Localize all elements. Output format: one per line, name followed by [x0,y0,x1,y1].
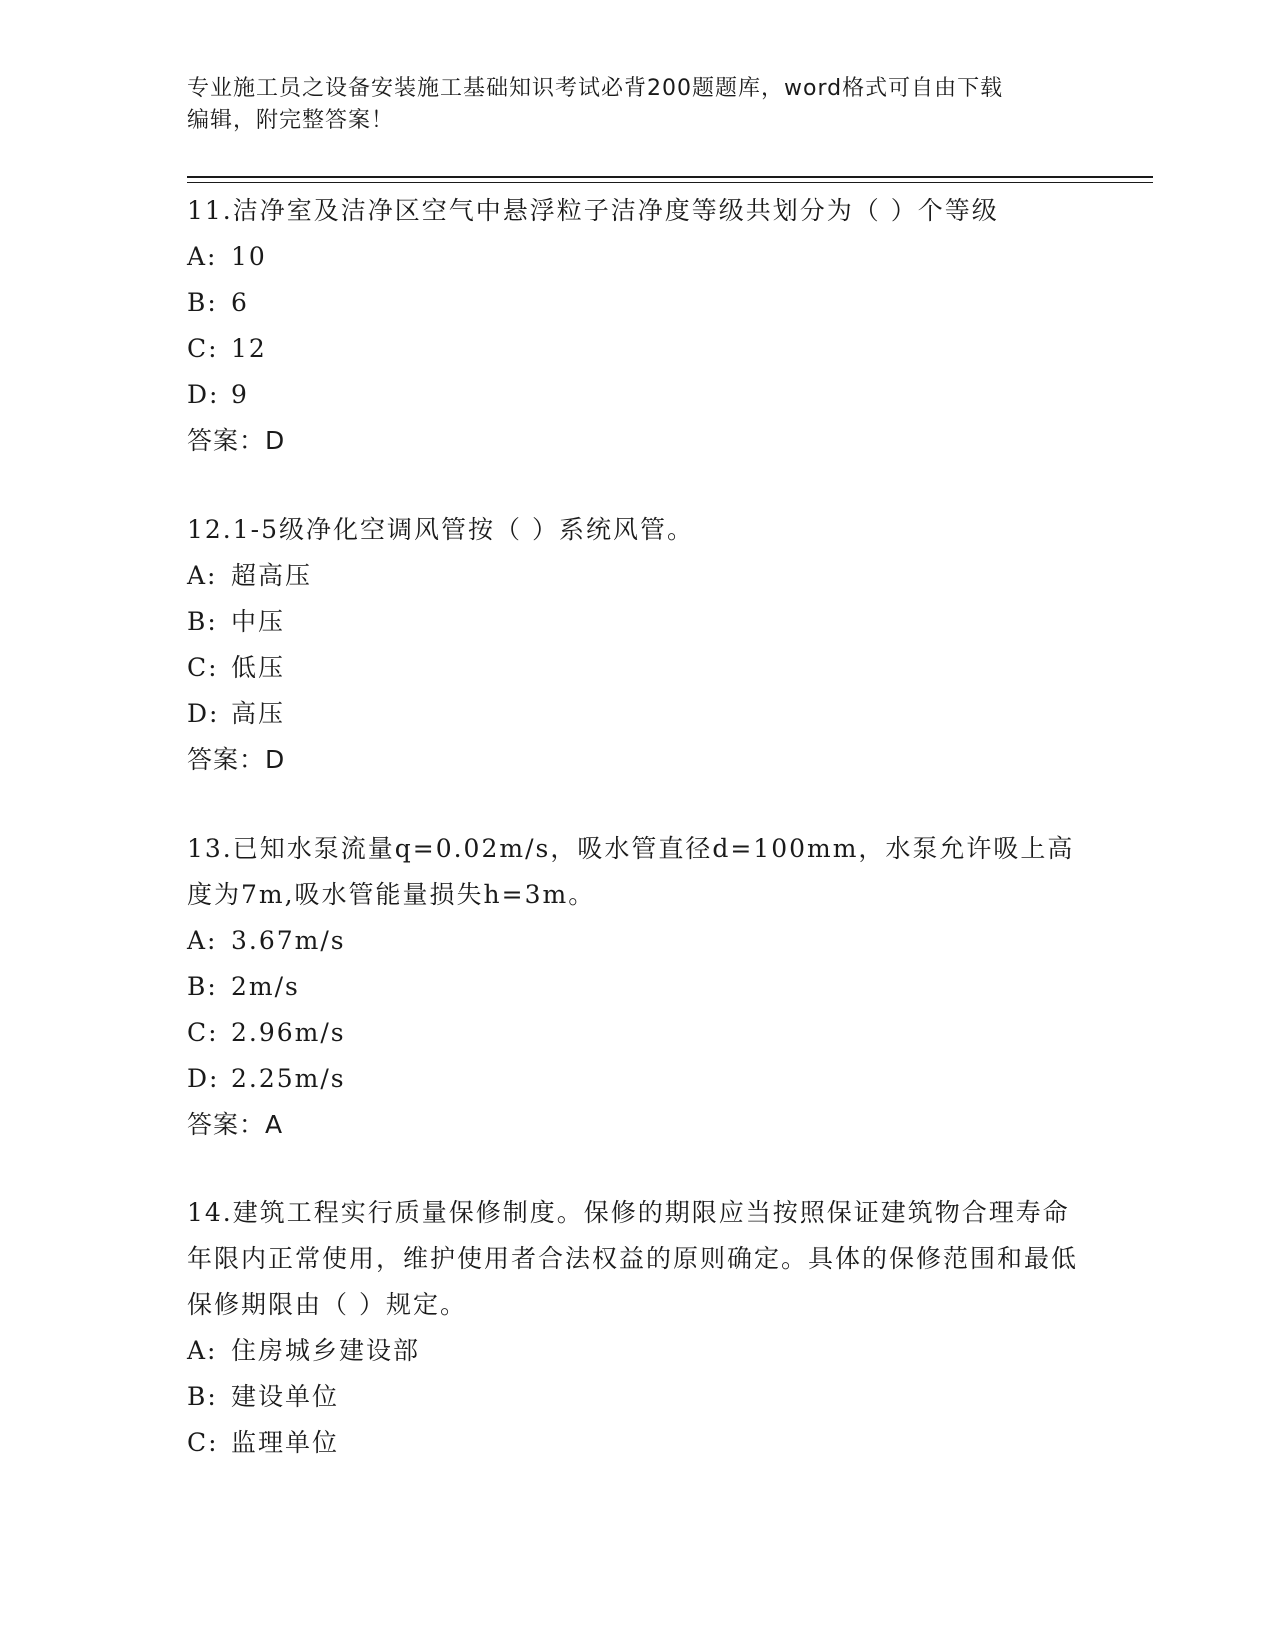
answer-line: 答案：D [187,745,286,774]
option-c [187,645,1087,691]
option-text: 超高压 [231,561,313,590]
option-a [187,918,1087,964]
option-letter: D: [187,699,220,728]
question-13 [187,826,1087,1148]
question-stem: 14.建筑工程实行质量保修制度。保修的期限应当按照保证建筑物合理寿命年限内正常使用，维护使用者合法权益的原则确定。具体的保修范围和最低保修期限由（ ）规定。 [187,1198,1079,1319]
header-title-line-1: 专业施工员之设备安装施工基础知识考试必背200题题库，word格式可自由下载 [187,76,1004,101]
question-stem: 11.洁净室及洁净区空气中悬浮粒子洁净度等级共划分为（ ）个等级 [187,196,999,225]
option-letter: D: [187,1064,220,1093]
option-letter: A: [187,561,218,590]
document-header [187,73,1087,137]
option-text: 2.96m/s [231,1018,346,1047]
option-text: 2.25m/s [231,1064,346,1093]
option-letter: B: [187,1382,218,1411]
option-letter: A: [187,926,218,955]
option-text: 9 [231,380,249,409]
option-d [187,1056,1087,1102]
option-letter: C: [187,653,219,682]
header-divider-thin [187,182,1153,183]
option-letter: B: [187,288,218,317]
option-letter: C: [187,1018,219,1047]
option-letter: D: [187,380,220,409]
question-stem: 12.1-5级净化空调风管按（ ）系统风管。 [187,515,694,544]
question-stem: 13.已知水泵流量q=0.02m/s，吸水管直径d=100mm，水泵允许吸上高度为7m,吸水管能量损失h=3m。 [187,834,1075,909]
option-letter: C: [187,334,219,363]
option-b [187,599,1087,645]
option-text: 建设单位 [231,1382,340,1411]
option-text: 3.67m/s [231,926,346,955]
option-letter: A: [187,1336,218,1365]
option-text: 低压 [231,653,286,682]
option-c [187,1010,1087,1056]
option-c [187,1420,1087,1466]
question-11 [187,188,1087,464]
option-text: 10 [231,242,267,271]
option-text: 住房城乡建设部 [231,1336,421,1365]
option-letter: B: [187,972,218,1001]
option-a [187,553,1087,599]
option-letter: C: [187,1428,219,1457]
option-b [187,280,1087,326]
option-text: 监理单位 [231,1428,340,1457]
option-a [187,234,1087,280]
option-d [187,691,1087,737]
question-12 [187,507,1087,783]
option-text: 2m/s [231,972,300,1001]
header-divider [187,176,1153,178]
option-d [187,372,1087,418]
answer-line: 答案：A [187,1110,284,1139]
option-text: 高压 [231,699,286,728]
option-text: 12 [231,334,267,363]
option-letter: B: [187,607,218,636]
header-title-line-2: 编辑，附完整答案！ [187,108,395,133]
answer-line: 答案：D [187,426,286,455]
question-14 [187,1190,1087,1466]
option-b [187,964,1087,1010]
option-text: 6 [231,288,249,317]
option-c [187,326,1087,372]
option-b [187,1374,1087,1420]
option-a [187,1328,1087,1374]
option-text: 中压 [231,607,286,636]
option-letter: A: [187,242,218,271]
